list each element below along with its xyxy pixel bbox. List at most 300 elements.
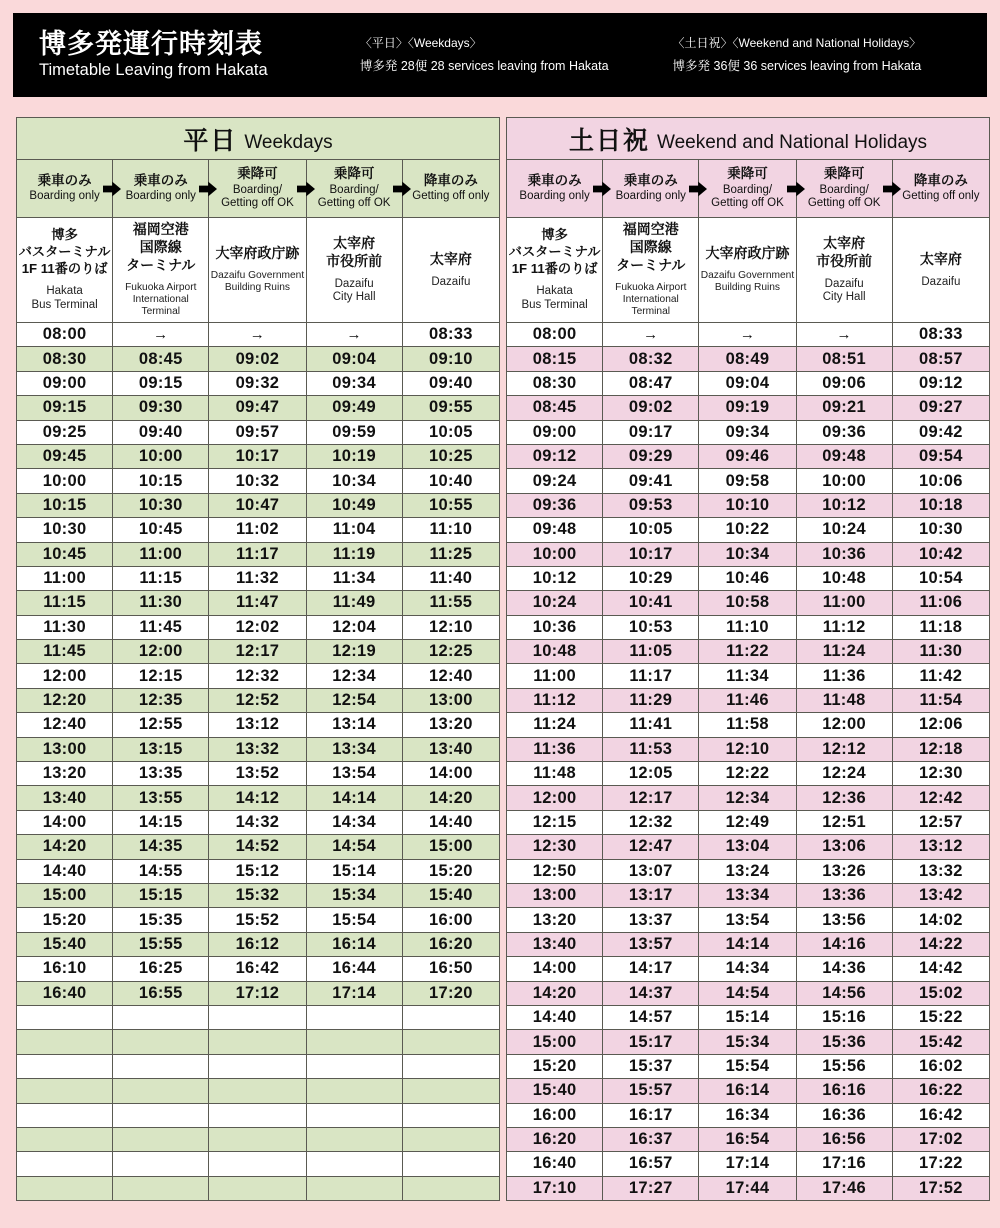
weekend-time-cell: 13:17 xyxy=(603,883,699,907)
weekend-timetable-row[interactable] xyxy=(507,420,990,444)
weekdays-timetable-row[interactable] xyxy=(17,371,500,395)
weekdays-station-cell-5 xyxy=(402,218,499,323)
weekend-time-cell: 09:00 xyxy=(507,420,603,444)
weekend-time-cell: 10:00 xyxy=(796,469,892,493)
weekend-station-name-ja-4: 太宰府 市役所前 xyxy=(816,234,873,269)
weekend-rule-en-1: Boarding only xyxy=(519,190,590,203)
weekdays-time-cell: 11:19 xyxy=(306,542,402,566)
weekdays-time-cell-empty xyxy=(113,1103,209,1127)
weekend-time-cell: 09:29 xyxy=(603,444,699,468)
weekend-timetable-row[interactable] xyxy=(507,1054,990,1078)
weekdays-station-name-en-3: Dazaifu Government Building Ruins xyxy=(210,270,305,294)
weekdays-time-cell: 16:00 xyxy=(402,908,499,932)
weekend-timetable-row[interactable] xyxy=(507,762,990,786)
weekdays-station-name-en-1: Hakata Bus Terminal xyxy=(31,285,98,311)
weekend-timetable-row[interactable] xyxy=(507,664,990,688)
weekdays-time-cell: 08:00 xyxy=(17,323,113,347)
weekend-time-cell: 12:30 xyxy=(892,762,989,786)
weekend-timetable-row[interactable] xyxy=(507,444,990,468)
weekdays-time-cell: 15:35 xyxy=(113,908,209,932)
weekdays-time-cell: 15:20 xyxy=(402,859,499,883)
weekdays-time-cell-empty xyxy=(306,1005,402,1029)
weekdays-timetable-row[interactable] xyxy=(17,566,500,590)
weekend-time-cell: 14:02 xyxy=(892,908,989,932)
weekend-time-cell: 13:57 xyxy=(603,932,699,956)
weekdays-time-cell: 11:34 xyxy=(306,566,402,590)
weekdays-timetable-row[interactable] xyxy=(17,737,500,761)
weekdays-time-cell: 09:15 xyxy=(113,371,209,395)
weekdays-timetable-row[interactable] xyxy=(17,518,500,542)
weekend-time-cell: 10:18 xyxy=(892,493,989,517)
weekdays-time-cell-empty xyxy=(113,1054,209,1078)
weekdays-time-cell: 14:34 xyxy=(306,810,402,834)
weekdays-timetable-row[interactable] xyxy=(17,469,500,493)
weekdays-time-cell: 12:00 xyxy=(17,664,113,688)
weekend-timetable-row[interactable] xyxy=(507,1103,990,1127)
weekdays-timetable-row[interactable] xyxy=(17,591,500,615)
weekend-time-cell: 17:44 xyxy=(699,1176,796,1200)
weekdays-time-cell: 13:35 xyxy=(113,762,209,786)
weekend-timetable-row[interactable] xyxy=(507,1079,990,1103)
weekdays-time-cell: 16:10 xyxy=(17,957,113,981)
weekend-time-cell: 14:16 xyxy=(796,932,892,956)
weekdays-timetable-row-empty xyxy=(17,1079,500,1103)
weekend-rule-en-5: Getting off only xyxy=(902,190,980,203)
weekend-time-cell: 12:49 xyxy=(699,810,796,834)
weekdays-time-cell-empty xyxy=(402,1103,499,1127)
weekdays-time-cell-empty xyxy=(306,1030,402,1054)
weekend-time-cell: 15:14 xyxy=(699,1005,796,1029)
weekdays-time-cell: 17:14 xyxy=(306,981,402,1005)
weekend-time-cell: 13:26 xyxy=(796,859,892,883)
weekdays-time-cell: 09:49 xyxy=(306,396,402,420)
weekend-section-title-ja: 土日祝 xyxy=(568,126,650,155)
weekend-timetable-row[interactable] xyxy=(507,981,990,1005)
weekend-section-title-en: Weekend and National Holidays xyxy=(656,131,928,153)
weekdays-time-cell: 12:04 xyxy=(306,615,402,639)
weekend-time-cell: 12:47 xyxy=(603,835,699,859)
weekdays-time-cell: 15:00 xyxy=(402,835,499,859)
weekdays-rule-ja-4: 乗降可 xyxy=(333,166,375,182)
weekend-timetable-row[interactable] xyxy=(507,1152,990,1176)
weekdays-time-cell-empty xyxy=(113,1005,209,1029)
weekdays-time-cell: 09:25 xyxy=(17,420,113,444)
weekdays-time-cell: 08:30 xyxy=(17,347,113,371)
weekdays-time-cell-empty xyxy=(17,1005,113,1029)
weekend-boarding-rule-row xyxy=(507,160,990,218)
weekdays-station-name-ja-2: 福岡空港 国際線 ターミナル xyxy=(126,221,196,274)
weekend-timetable-row[interactable] xyxy=(507,883,990,907)
weekend-time-cell: 12:32 xyxy=(603,810,699,834)
weekend-time-cell: 09:54 xyxy=(892,444,989,468)
weekend-time-cell: 11:36 xyxy=(507,737,603,761)
weekend-time-cell: 08:15 xyxy=(507,347,603,371)
weekdays-time-cell: 11:15 xyxy=(17,591,113,615)
weekdays-timetable-row[interactable] xyxy=(17,615,500,639)
weekend-timetable-row[interactable] xyxy=(507,908,990,932)
weekend-rule-ja-3: 乗降可 xyxy=(727,166,768,182)
weekend-time-cell: 12:51 xyxy=(796,810,892,834)
weekend-time-cell: 12:57 xyxy=(892,810,989,834)
weekday-section-title xyxy=(17,118,500,160)
banner-weekday-label: 〈平日〉〈Weekdays〉 xyxy=(359,36,482,51)
weekend-time-cell: 14:34 xyxy=(699,957,796,981)
weekend-timetable-row[interactable] xyxy=(507,786,990,810)
weekend-time-cell: 13:40 xyxy=(507,932,603,956)
weekdays-timetable-row[interactable] xyxy=(17,493,500,517)
weekend-time-cell: 16:56 xyxy=(796,1127,892,1151)
weekdays-time-cell: 12:10 xyxy=(402,615,499,639)
weekend-time-cell: 12:30 xyxy=(507,835,603,859)
weekend-time-cell: 08:49 xyxy=(699,347,796,371)
weekdays-time-cell: 13:12 xyxy=(209,713,306,737)
weekend-time-cell: 11:54 xyxy=(892,688,989,712)
weekend-time-cell: 15:40 xyxy=(507,1079,603,1103)
weekdays-time-cell-empty xyxy=(209,1103,306,1127)
weekend-timetable-row[interactable] xyxy=(507,1176,990,1200)
weekdays-time-cell: 14:12 xyxy=(209,786,306,810)
weekend-time-cell: 13:42 xyxy=(892,883,989,907)
weekdays-rule-cell-2 xyxy=(113,160,209,218)
weekdays-time-cell: 12:52 xyxy=(209,688,306,712)
weekdays-time-cell: 13:52 xyxy=(209,762,306,786)
weekend-time-cell: 11:58 xyxy=(699,713,796,737)
weekdays-time-cell: 10:45 xyxy=(113,518,209,542)
weekdays-time-cell-empty xyxy=(209,1127,306,1151)
banner-weekend-label: 〈土日祝〉〈Weekend and National Holidays〉 xyxy=(672,36,922,51)
weekend-timetable-panel xyxy=(506,117,990,1201)
weekdays-time-cell: 14:54 xyxy=(306,835,402,859)
weekend-time-cell: 09:27 xyxy=(892,396,989,420)
weekdays-time-cell: 14:40 xyxy=(17,859,113,883)
weekend-time-cell: 13:04 xyxy=(699,835,796,859)
weekend-time-cell: 09:04 xyxy=(699,371,796,395)
weekdays-station-name-en-5: Dazaifu xyxy=(431,275,471,288)
weekend-time-cell: 09:19 xyxy=(699,396,796,420)
weekend-rule-cell-3 xyxy=(699,160,796,218)
weekdays-time-cell: 12:35 xyxy=(113,688,209,712)
weekdays-timetable-row[interactable] xyxy=(17,713,500,737)
weekend-time-cell: 15:42 xyxy=(892,1030,989,1054)
weekdays-time-cell: 13:32 xyxy=(209,737,306,761)
weekdays-rule-cell-1 xyxy=(17,160,113,218)
weekend-time-cell: 17:46 xyxy=(796,1176,892,1200)
weekdays-timetable-row[interactable] xyxy=(17,981,500,1005)
weekdays-time-cell: 11:40 xyxy=(402,566,499,590)
weekday-section-title-en: Weekdays xyxy=(244,131,333,153)
weekdays-timetable-row[interactable] xyxy=(17,762,500,786)
weekdays-timetable-row[interactable] xyxy=(17,810,500,834)
weekend-rule-en-4: Boarding/ Getting off OK xyxy=(807,183,881,210)
weekdays-station-name-ja-3: 大宰府政庁跡 xyxy=(215,245,300,262)
weekdays-time-cell: 11:10 xyxy=(402,518,499,542)
weekdays-time-cell: 14:32 xyxy=(209,810,306,834)
weekdays-time-cell: 10:45 xyxy=(17,542,113,566)
weekend-station-name-ja-5: 太宰府 xyxy=(919,250,962,267)
weekend-time-cell: 14:36 xyxy=(796,957,892,981)
weekdays-time-cell: 15:15 xyxy=(113,883,209,907)
weekend-time-cell: 13:32 xyxy=(892,859,989,883)
weekdays-time-cell-empty xyxy=(402,1176,499,1200)
weekend-time-cell: 10:58 xyxy=(699,591,796,615)
weekend-time-cell: 14:56 xyxy=(796,981,892,1005)
weekend-time-cell: 12:15 xyxy=(507,810,603,834)
weekend-time-cell: → xyxy=(796,323,892,347)
weekdays-time-cell: 16:40 xyxy=(17,981,113,1005)
weekdays-timetable-row[interactable] xyxy=(17,347,500,371)
weekdays-station-cell-1 xyxy=(17,218,113,323)
weekend-section-title xyxy=(507,118,990,160)
weekend-time-cell: 10:24 xyxy=(507,591,603,615)
weekdays-timetable-row[interactable] xyxy=(17,859,500,883)
weekdays-timetable-row[interactable] xyxy=(17,957,500,981)
weekend-timetable-row[interactable] xyxy=(507,957,990,981)
weekend-time-cell: 09:41 xyxy=(603,469,699,493)
weekdays-time-cell: 09:55 xyxy=(402,396,499,420)
banner-title-block xyxy=(39,29,334,82)
weekend-time-cell: 12:00 xyxy=(796,713,892,737)
weekdays-time-cell: 16:55 xyxy=(113,981,209,1005)
weekend-station-name-ja-1: 博多 バスターミナル 1F 11番のりば xyxy=(508,227,601,277)
weekend-time-cell: 10:36 xyxy=(796,542,892,566)
weekend-time-cell: 16:34 xyxy=(699,1103,796,1127)
weekdays-time-cell: 11:45 xyxy=(17,640,113,664)
weekdays-time-cell: 16:20 xyxy=(402,932,499,956)
weekdays-time-cell: 10:47 xyxy=(209,493,306,517)
weekdays-time-cell-empty xyxy=(209,1054,306,1078)
weekend-timetable-row[interactable] xyxy=(507,615,990,639)
weekend-station-name-ja-3: 大宰府政庁跡 xyxy=(705,245,790,262)
weekdays-time-cell: 14:20 xyxy=(17,835,113,859)
weekend-time-cell: 15:17 xyxy=(603,1030,699,1054)
weekdays-timetable-row[interactable] xyxy=(17,908,500,932)
weekdays-time-cell: 10:34 xyxy=(306,469,402,493)
weekdays-time-cell: 16:12 xyxy=(209,932,306,956)
banner-weekday-count: 博多発 28便 28 services leaving from Hakata xyxy=(359,58,609,73)
weekdays-time-cell-empty xyxy=(17,1152,113,1176)
weekend-time-cell: 14:57 xyxy=(603,1005,699,1029)
weekend-rule-cell-5 xyxy=(892,160,989,218)
weekdays-time-cell: 09:00 xyxy=(17,371,113,395)
weekdays-timetable-row-empty xyxy=(17,1176,500,1200)
weekend-time-cell: 10:06 xyxy=(892,469,989,493)
weekend-time-cell: 15:34 xyxy=(699,1030,796,1054)
weekend-timetable-row[interactable] xyxy=(507,542,990,566)
weekdays-timetable-row[interactable] xyxy=(17,640,500,664)
weekdays-time-cell-empty xyxy=(402,1030,499,1054)
weekend-time-cell: 09:58 xyxy=(699,469,796,493)
weekdays-time-cell: 15:34 xyxy=(306,883,402,907)
weekdays-time-cell: 16:50 xyxy=(402,957,499,981)
weekend-timetable-row[interactable] xyxy=(507,323,990,347)
weekend-time-cell: 13:12 xyxy=(892,835,989,859)
weekend-time-cell: 13:07 xyxy=(603,859,699,883)
weekdays-time-cell: 13:40 xyxy=(17,786,113,810)
weekdays-timetable-row[interactable] xyxy=(17,542,500,566)
weekdays-time-cell-empty xyxy=(209,1176,306,1200)
weekdays-rule-en-4: Boarding/ Getting off OK xyxy=(317,183,391,210)
weekend-time-cell: 11:46 xyxy=(699,688,796,712)
weekdays-time-cell: 10:32 xyxy=(209,469,306,493)
weekdays-timetable-row[interactable] xyxy=(17,688,500,712)
weekend-timetable-row[interactable] xyxy=(507,835,990,859)
weekend-time-cell: 11:30 xyxy=(892,640,989,664)
weekend-time-cell: 17:10 xyxy=(507,1176,603,1200)
weekdays-time-cell: → xyxy=(306,323,402,347)
weekdays-time-cell: 15:52 xyxy=(209,908,306,932)
weekdays-time-cell: 13:55 xyxy=(113,786,209,810)
weekdays-time-cell: 12:00 xyxy=(113,640,209,664)
weekdays-time-cell-empty xyxy=(306,1176,402,1200)
weekdays-time-cell: 10:15 xyxy=(17,493,113,517)
weekdays-time-cell: 14:14 xyxy=(306,786,402,810)
weekdays-timetable-row-empty xyxy=(17,1152,500,1176)
weekdays-time-cell: 13:54 xyxy=(306,762,402,786)
weekdays-timetable-row[interactable] xyxy=(17,883,500,907)
weekend-timetable-row[interactable] xyxy=(507,347,990,371)
weekend-time-cell: 10:42 xyxy=(892,542,989,566)
weekend-timetable-row[interactable] xyxy=(507,859,990,883)
weekend-time-cell: 11:24 xyxy=(507,713,603,737)
weekend-timetable-row[interactable] xyxy=(507,518,990,542)
weekend-time-cell: 14:54 xyxy=(699,981,796,1005)
weekend-time-cell: 16:37 xyxy=(603,1127,699,1151)
weekend-timetable-row[interactable] xyxy=(507,737,990,761)
weekdays-rule-en-2: Boarding only xyxy=(125,190,196,203)
weekend-time-cell: 11:00 xyxy=(796,591,892,615)
weekdays-station-name-ja-1: 博多 バスターミナル 1F 11番のりば xyxy=(18,227,111,277)
weekend-time-cell: 08:32 xyxy=(603,347,699,371)
weekend-timetable-row[interactable] xyxy=(507,688,990,712)
weekend-time-cell: 10:34 xyxy=(699,542,796,566)
weekdays-timetable-row[interactable] xyxy=(17,444,500,468)
weekend-time-cell: 14:37 xyxy=(603,981,699,1005)
weekend-time-cell: 11:34 xyxy=(699,664,796,688)
weekend-time-cell: 11:29 xyxy=(603,688,699,712)
weekend-time-cell: 10:48 xyxy=(796,566,892,590)
weekend-time-cell: 08:00 xyxy=(507,323,603,347)
weekend-rule-cell-1 xyxy=(507,160,603,218)
weekdays-time-cell: 08:45 xyxy=(113,347,209,371)
weekend-timetable-row[interactable] xyxy=(507,1030,990,1054)
weekdays-time-cell: 13:20 xyxy=(17,762,113,786)
weekend-time-cell: 15:54 xyxy=(699,1054,796,1078)
weekdays-timetable-row[interactable] xyxy=(17,664,500,688)
weekend-timetable-row[interactable] xyxy=(507,932,990,956)
weekend-time-cell: 12:06 xyxy=(892,713,989,737)
weekend-rule-cell-2 xyxy=(603,160,699,218)
weekdays-timetable-row[interactable] xyxy=(17,932,500,956)
weekend-time-cell: 11:18 xyxy=(892,615,989,639)
weekdays-time-cell: 12:32 xyxy=(209,664,306,688)
weekend-timetable-row[interactable] xyxy=(507,493,990,517)
weekdays-time-cell: 10:15 xyxy=(113,469,209,493)
weekend-time-cell: 10:46 xyxy=(699,566,796,590)
weekday-timetable xyxy=(16,117,500,1201)
weekdays-time-cell: 09:34 xyxy=(306,371,402,395)
weekdays-time-cell: 10:49 xyxy=(306,493,402,517)
weekday-section-header-row xyxy=(17,118,500,160)
weekend-time-cell: 17:22 xyxy=(892,1152,989,1176)
weekdays-time-cell-empty xyxy=(113,1030,209,1054)
weekend-timetable-row[interactable] xyxy=(507,1005,990,1029)
weekend-station-name-en-5: Dazaifu xyxy=(921,275,961,288)
weekend-time-cell: 09:53 xyxy=(603,493,699,517)
weekend-timetable-row[interactable] xyxy=(507,713,990,737)
weekdays-time-cell: 12:40 xyxy=(17,713,113,737)
weekdays-timetable-row-empty xyxy=(17,1005,500,1029)
weekend-timetable-row[interactable] xyxy=(507,640,990,664)
weekdays-time-cell: → xyxy=(209,323,306,347)
weekdays-time-cell: 11:55 xyxy=(402,591,499,615)
weekdays-time-cell: 12:55 xyxy=(113,713,209,737)
weekdays-timetable-row[interactable] xyxy=(17,786,500,810)
weekdays-time-cell: 11:04 xyxy=(306,518,402,542)
weekend-timetable-row[interactable] xyxy=(507,371,990,395)
banner-weekend-summary xyxy=(673,32,988,77)
weekend-time-cell: 13:36 xyxy=(796,883,892,907)
weekdays-time-cell: 15:55 xyxy=(113,932,209,956)
weekend-time-cell: 15:36 xyxy=(796,1030,892,1054)
weekdays-timetable-row-empty xyxy=(17,1103,500,1127)
weekend-time-cell: 13:24 xyxy=(699,859,796,883)
weekdays-station-cell-4 xyxy=(306,218,402,323)
weekdays-timetable-row[interactable] xyxy=(17,420,500,444)
weekend-station-cell-3 xyxy=(699,218,796,323)
weekdays-time-cell: 15:14 xyxy=(306,859,402,883)
weekend-station-row xyxy=(507,218,990,323)
weekdays-timetable-row[interactable] xyxy=(17,835,500,859)
weekend-station-cell-5 xyxy=(892,218,989,323)
weekend-section-header-row xyxy=(507,118,990,160)
weekend-timetable-row[interactable] xyxy=(507,591,990,615)
weekdays-time-cell: 08:33 xyxy=(402,323,499,347)
weekdays-timetable-row-empty xyxy=(17,1127,500,1151)
weekend-time-cell: 13:37 xyxy=(603,908,699,932)
weekdays-time-cell: 16:42 xyxy=(209,957,306,981)
weekend-time-cell: 11:22 xyxy=(699,640,796,664)
weekend-station-name-en-3: Dazaifu Government Building Ruins xyxy=(700,270,795,294)
weekend-time-cell: 10:24 xyxy=(796,518,892,542)
weekdays-time-cell: 10:00 xyxy=(17,469,113,493)
weekend-timetable-row[interactable] xyxy=(507,396,990,420)
weekend-time-cell: 17:02 xyxy=(892,1127,989,1151)
weekend-timetable-row[interactable] xyxy=(507,566,990,590)
weekdays-rule-ja-1: 乗車のみ xyxy=(37,172,92,188)
weekdays-time-cell-empty xyxy=(306,1103,402,1127)
weekend-timetable-row[interactable] xyxy=(507,810,990,834)
weekdays-station-name-en-2: Fukuoka Airport International Terminal xyxy=(125,282,197,318)
weekdays-timetable-row[interactable] xyxy=(17,396,500,420)
weekend-timetable-row[interactable] xyxy=(507,1127,990,1151)
banner-weekday-summary xyxy=(360,32,665,77)
weekdays-time-cell: 15:40 xyxy=(17,932,113,956)
weekend-time-cell: 12:34 xyxy=(699,786,796,810)
weekend-time-cell: 09:12 xyxy=(892,371,989,395)
weekend-time-cell: 08:47 xyxy=(603,371,699,395)
weekend-time-cell: 16:16 xyxy=(796,1079,892,1103)
weekend-time-cell: 15:00 xyxy=(507,1030,603,1054)
weekend-station-name-en-1: Hakata Bus Terminal xyxy=(521,285,588,311)
weekdays-time-cell: 11:00 xyxy=(113,542,209,566)
weekend-time-cell: 13:20 xyxy=(507,908,603,932)
weekdays-time-cell-empty xyxy=(306,1127,402,1151)
weekdays-time-cell: 12:17 xyxy=(209,640,306,664)
weekend-time-cell: 16:54 xyxy=(699,1127,796,1151)
weekdays-rule-ja-2: 乗車のみ xyxy=(133,172,188,188)
weekdays-timetable-row[interactable] xyxy=(17,323,500,347)
weekend-timetable-row[interactable] xyxy=(507,469,990,493)
